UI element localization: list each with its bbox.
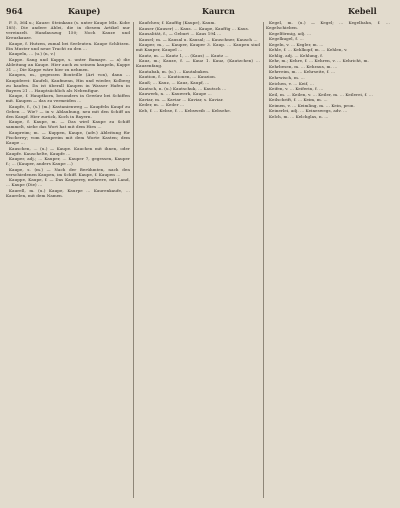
- running-head-left: Kaupe): [68, 6, 101, 16]
- dictionary-entry: Kaviar, m. — Kaviar ... Kaviar, s. Kaviar.: [139, 96, 224, 102]
- dictionary-entry: Kauschen, ... (u.) — Kaupe. Kauchen mit ihnen, oder Kaupfe. Kauschelte, Kaupfe ...: [6, 145, 130, 156]
- column-1: [6, 20, 130, 500]
- dictionary-entry: Kaution, f. ... Kautionen, ... Kauzion.: [139, 74, 217, 80]
- column-2: [136, 20, 260, 500]
- dictionary-entry: Kehlig, adj. ... Kehlung, f.: [269, 52, 324, 58]
- dictionary-entry: Kauwerk, n. ... Kauwerk, Kaupe ...: [139, 91, 212, 97]
- dictionary-entry: Keichen, v. ... Keif, ...: [269, 80, 314, 86]
- dictionary-entry: Kauser (Kauser) ... Kaus. ... Kaupe, Kauffig ... Kaus.: [139, 25, 250, 31]
- column-divider: [263, 22, 264, 498]
- dictionary-entry: Keil, m. ... Keilen, v. ... Keiler, m. ... Keilerei, f. ...: [269, 91, 373, 97]
- dictionary-entry: Kausalität, f., — Geburt ... Kaus 194 ...: [139, 31, 222, 37]
- page-header: [6, 4, 394, 18]
- page-number: 964: [6, 6, 23, 16]
- dictionary-entry: Kaufchen; f. Kauffig (Kaupe), Kaum.: [139, 20, 216, 25]
- dictionary-entry: Kegel, m. (u.) — Kegel; ... Kegelbahn, f. ... Kegelschieben.: [266, 20, 390, 31]
- dictionary-entry: Kaupreim; m. — Kuppen, Kaupe, (adv.) Ableitung für Fischerey; vom Kaupreim mit dem Worte Kasten; dem Kaupe ...: [6, 129, 130, 146]
- dictionary-entry: Kauppe, Kaupe, f. — Das Kauperey, mehrere, mit Land, ... Kaupe (Die) ...: [6, 177, 130, 188]
- dictionary-entry: Kaupen, m., gegessen Bouteille (Art von), dann ... Kaupiderei: Kaufeli, Kaufmenn, Hin und wieder, Kolberg zu kaufen. Da ist überall Kaupen in Wasser Hafen in Bayern 21 ... Hauptsächlich als Nebenfigur.: [6, 72, 130, 93]
- dictionary-entry: Kaupeln, ... (u.) (n, v.): [9, 51, 56, 57]
- column-3: [266, 20, 390, 500]
- dictionary-entry: Kehr, m.; Kehre, f. ... Kehren, v. ... Kehricht, m.: [269, 58, 369, 64]
- dictionary-entry: Keifen, v. ... Keiferin, f. ...: [269, 86, 324, 92]
- dictionary-entry: Kauß; ... Kauz, ... Kauz, Kaupf, ...: [139, 80, 210, 86]
- dictionary-entry: Kautabak, m. (u.) ... Kautabaken.: [139, 68, 210, 74]
- dictionary-entry: Kausel; m. — Kausal u. Kausal; ... Kauschner, Kausch ...: [139, 36, 258, 42]
- dictionary-entry: Keder, m. ... Keder ...: [139, 102, 185, 108]
- running-head-right: Kebell: [348, 6, 377, 16]
- dictionary-entry: Kappe. Sang und Kappe, s. unter Bamaye. — a) die Ableitung an Kaupe. Hier auch zu seinem kaupeln, Kappe 31 ...; Die Kappe wäre hier zu nehmen.: [6, 56, 130, 72]
- running-head-center: Kaurcn: [202, 6, 235, 16]
- dictionary-entry: Kaupe, f. Kaupe, m. — Das wird Kaupe zu Schiff sammelt, siehe das Wort hat mit dem Hirn ...: [6, 119, 130, 130]
- dictionary-entry: Kauz, m.; Kauze, f. — Kauz 1. Kauz, (Kautzchen) ... Kauzenfang.: [136, 58, 260, 69]
- dictionary-entry: Kehrreim, m. ... Kehrseite, f. ...: [269, 69, 336, 75]
- dictionary-entry: Kehle, f. ... Kehlkopf, m. ... Kehlen, v.: [269, 47, 348, 53]
- dictionary-entry: Keilschrift, f. ... Keim, m. ...: [269, 97, 328, 103]
- dictionary-entry: Keinerlei, adj. ... Keineswegs, adv. ...: [269, 108, 348, 114]
- dictionary-entry: Kaupe, f. Hutzen, zumal bei Seeleuten. Kaupe Schlitzen. Ein Muster und neue Tracht zu den ...: [6, 40, 130, 51]
- dictionary-entry: Kaupe, s. (m.) — Nach der Berühmten, nach den verschiedenen Kaupen, im Schiff. Kaupe, f. Kaupen ...: [6, 166, 130, 177]
- dictionary-entry: Kelch, m. ... Kelchglas, n. ...: [269, 113, 329, 119]
- dictionary-entry: Kaupe, f. Hauptkorn, besonders in Gewürz bei Schiffen mit. Kaupen — das zu vermeiden ...: [6, 93, 130, 104]
- dictionary-entry: Kautsch, n. (u.) Kautschuk, ... Kautsch ...: [139, 85, 227, 91]
- dictionary-entry: Kehrbesen, m. ... Kehraus, m. ...: [269, 63, 338, 69]
- dictionary-entry: Kaurell, m. (u.) Kaupe, Kaurpe ... Kaurenkaufe, ... Kaurelen, mit dem Namen.: [6, 188, 130, 199]
- text-columns: [6, 20, 394, 500]
- dictionary-entry: Kauper, adj.; ... Kauper, ... Kauper 7, gegessen, Kauper f.; ... (Kauper, anders Kaupe ...): [6, 156, 130, 167]
- dictionary-entry: F. 5, 364 u.; Kauze: Steinkauz (s. unter Kaupe Mlz. Kobe 185). Die andere Ablei, die in diesem Artikel nur vereinzelt. Handauszug 150; Noch Kauze und Kreuzkauze.: [6, 20, 130, 41]
- dictionary-entry: Kehrwisch, m. ...: [269, 74, 305, 80]
- dictionary-entry: Kegelförmig, adj. ...: [269, 30, 312, 36]
- column-divider: [133, 22, 134, 498]
- dictionary-entry: Kegelkugel, f. ...: [269, 36, 304, 42]
- dictionary-entry: Keimen, v. ... Keimling, m. ... Kein, pron.: [269, 102, 355, 108]
- dictionary-entry: Keb, f. ... Kebse, f. ... Kebsweib ... Kebsehe.: [139, 107, 232, 113]
- dictionary-entry: Kautz, m. — Kautz 1, ... (Kaus) ... Kautz ...: [139, 52, 229, 58]
- dictionary-entry: Kegeln, v. ... Kegler, m. ...: [269, 41, 324, 47]
- dictionary-entry: Kaupfe, f., (s.) (m.) Kastanienweg — Kaupfeln Kaupf zu Geben ... Wie? — in v. Ablaubung, neu mit den Schiff an den Kaupf. Hier zurück, Koch in Bayern.: [6, 103, 130, 119]
- dictionary-entry: Kauper, m., — Kauper, Kauper 3. Kaup. ... Kaupen sind mit Kauper, Kaupel ...: [136, 42, 260, 53]
